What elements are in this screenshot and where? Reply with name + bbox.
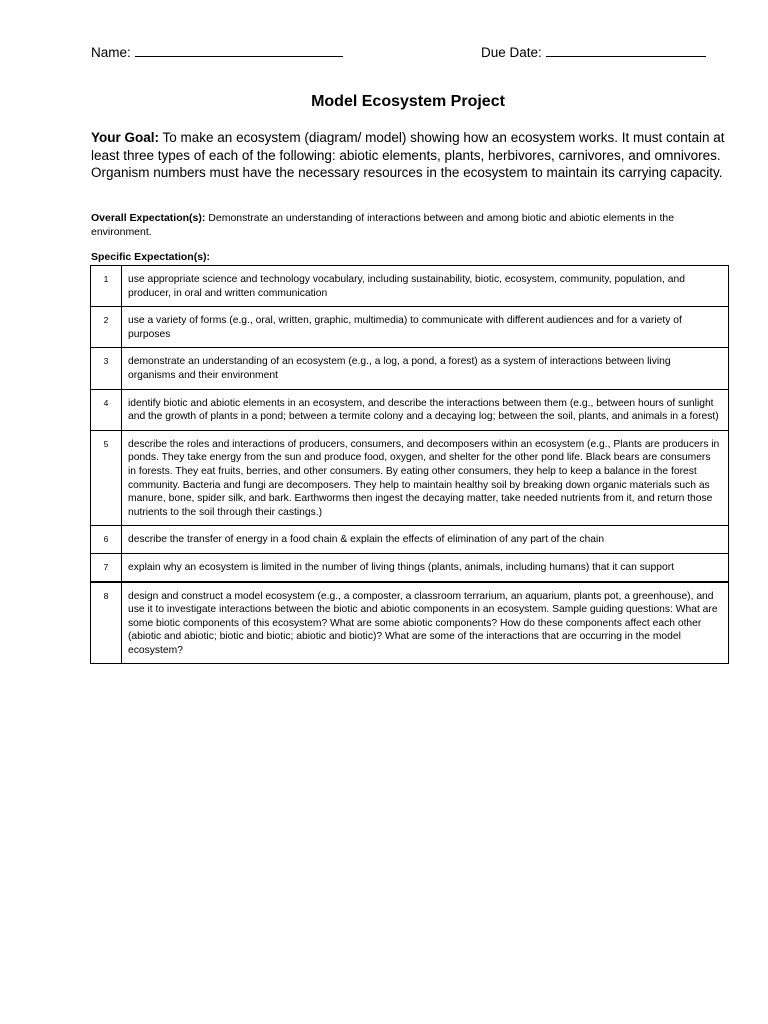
goal-paragraph (91, 129, 731, 182)
specific-expectations-label: Specific Expectation(s): (91, 251, 211, 263)
goal-text: To make an ecosystem (diagram/ model) showing how an ecosystem works. It must contain at least three types of each of the following: abiotic elements, plants, herbivores, carnivores, and omnivores. Organism numbers must have the necessary resources in the ecosystem to maintain its carrying capacity. (91, 130, 725, 180)
header-row (91, 44, 711, 64)
name-field (91, 44, 343, 60)
row-text: use a variety of forms (e.g., oral, written, graphic, multimedia) to communicate with different audiences and for a variety of purposes (122, 307, 729, 348)
table-row (91, 348, 729, 389)
table-row (91, 389, 729, 430)
row-number: 2 (91, 307, 122, 348)
row-number: 7 (91, 553, 122, 581)
row-text: explain why an ecosystem is limited in the number of living things (plants, animals, including humans) that it can support (122, 553, 729, 581)
due-date-field (481, 44, 706, 60)
overall-expectation (91, 211, 721, 239)
row-number: 4 (91, 389, 122, 430)
overall-text: Demonstrate an understanding of interactions between and among biotic and abiotic elements in the environment. (91, 212, 675, 238)
table-row (91, 582, 729, 664)
row-number: 5 (91, 430, 122, 526)
row-text: use appropriate science and technology vocabulary, including sustainability, biotic, ecosystem, community, population, and producer, in oral and written communication (122, 266, 729, 307)
row-text: describe the roles and interactions of producers, consumers, and decomposers within an ecosystem (e.g., Plants are producers in ponds. They take energy from the sun and produce food, oxygen, and shelter for the other pond life. Black bears are consumers in forests. They eat fruits, berries, and other consumers. By eating other consumers, they help to keep a balance in the forest community. Bacteria and fungi are decomposers. They help to maintain healthy soil by breaking down organic materials such as manure, bone, spider silk, and bark. Earthworms then ingest the decaying matter, take needed nutrients from it, and return those nutrients to the soil through their castings.) (122, 430, 729, 526)
row-number: 1 (91, 266, 122, 307)
row-text: demonstrate an understanding of an ecosystem (e.g., a log, a pond, a forest) as a system of interactions between living organisms and their environment (122, 348, 729, 389)
due-date-blank-line[interactable] (546, 44, 706, 57)
table-row (91, 266, 729, 307)
table-row (91, 430, 729, 526)
name-blank-line[interactable] (135, 44, 343, 57)
table-row (91, 553, 729, 581)
expectations-table (90, 265, 729, 664)
table-row (91, 307, 729, 348)
row-text: describe the transfer of energy in a food chain & explain the effects of elimination of any part of the chain (122, 526, 729, 554)
row-number: 6 (91, 526, 122, 554)
due-date-label: Due Date: (481, 45, 542, 60)
row-text: design and construct a model ecosystem (e.g., a composter, a classroom terrarium, an aquarium, plants pot, a greenhouse), and use it to investigate interactions between the biotic and abiotic components in an ecosystem. Sample guiding questions: What are some biotic components of this ecosystem? What are some abiotic components? How do these components affect each other (abiotic and abiotic; biotic and biotic; abiotic and biotic)? What are some of the interactions that are occurring in the model ecosystem? (122, 582, 729, 664)
name-label: Name: (91, 45, 131, 60)
row-text: identify biotic and abiotic elements in an ecosystem, and describe the interactions between them (e.g., between hours of sunlight and the growth of plants in a pond; between a termite colony and a decaying log; between the soil, plants, and animals in a forest) (122, 389, 729, 430)
table-row (91, 526, 729, 554)
row-number: 3 (91, 348, 122, 389)
goal-label: Your Goal: (91, 130, 160, 145)
row-number: 8 (91, 582, 122, 664)
page-title: Model Ecosystem Project (311, 93, 505, 110)
overall-label: Overall Expectation(s): (91, 212, 206, 224)
